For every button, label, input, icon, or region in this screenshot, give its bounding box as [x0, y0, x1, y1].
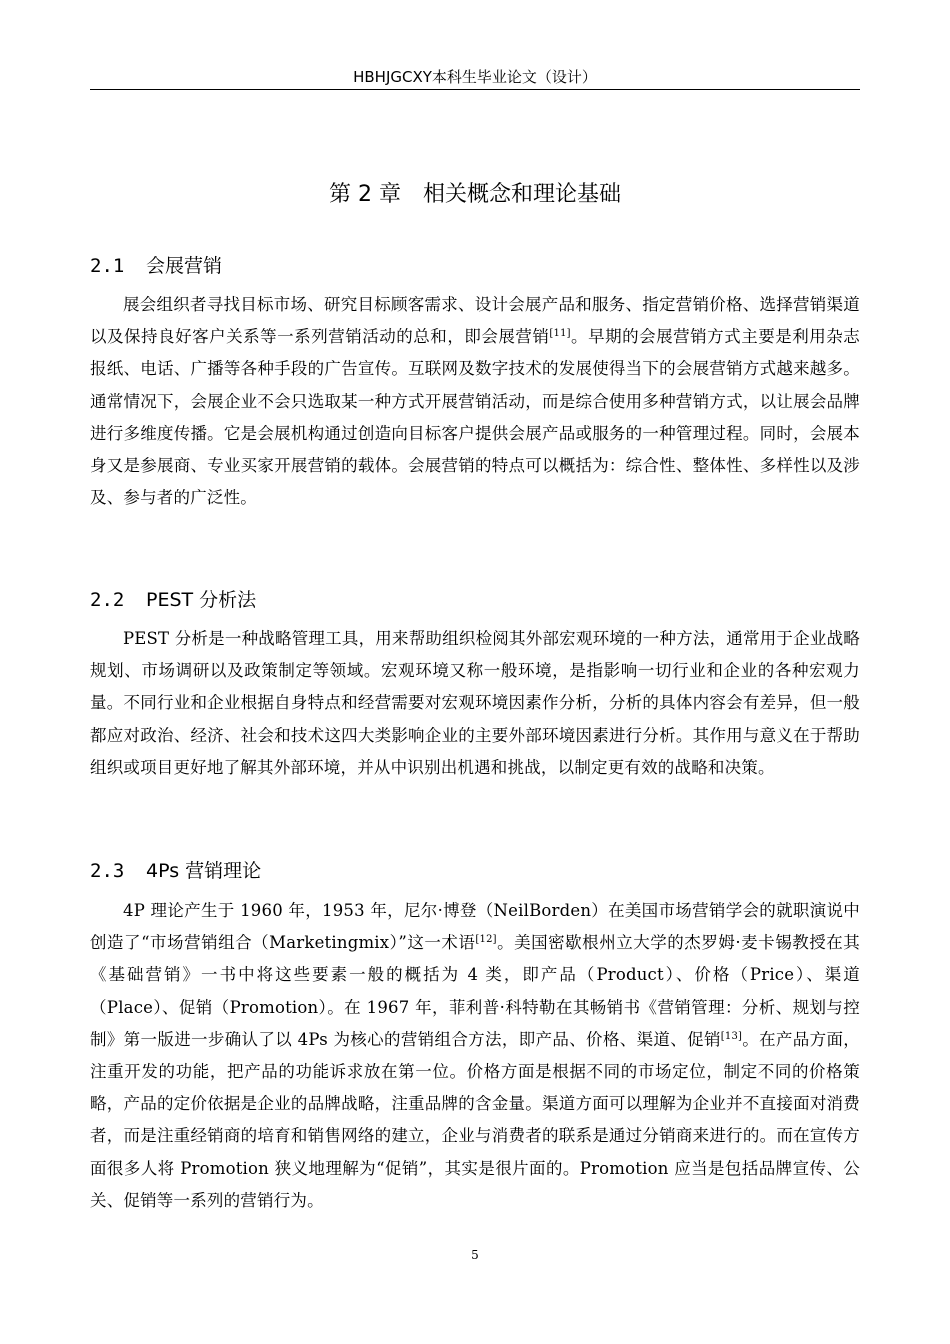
section-number: 2.2 — [90, 589, 125, 611]
paragraph-text: 。早期的会展营销方式主要是利用杂志报纸、电话、广播等各种手段的广告宣传。互联网及数字技术的发展使得当下的会展营销方式越来越多。通常情况下，会展企业不会只选取某一种方式开展营销活动，而是综合使用多种营销方式，以让展会品牌进行多维度传播。它是会展机构通过创造向目标客户提供会展产品或服务的一种管理过程。同时，会展本身又是参展商、专业买家开展营销的载体。会展营销的特点可以概括为：综合性、整体性、多样性以及涉及、参与者的广泛性。 — [90, 327, 860, 508]
paragraph-text: 展会组织者寻找目标市场、研究目标顾客需求、设计会展产品和服务、指定营销价格、选择营销渠道以及保持良好客户关系等一系列营销活动的总和，即会展营销 — [90, 295, 860, 347]
page-header: HBHJGCXY本科生毕业论文（设计） — [353, 68, 597, 86]
paragraph-text: 。在产品方面，注重开发的功能，把产品的功能诉求放在第一位。价格方面是根据不同的市场定位，制定不同的价格策略，产品的定价依据是企业的品牌战略，注重品牌的含金量。渠道方面可以理解为企业并不直接面对消费者，而是注重经销商的培育和销售网络的建立，企业与消费者的联系是通过分销商来进行的。而在宣传方面很多人将 Promotion 狭义地理解为“促销”，其实是很片面的。Promotion 应当是包括品牌宣传、公关、促销等一系列的营销行为。 — [90, 1029, 860, 1210]
chapter-title: 第 2 章 相关概念和理论基础 — [329, 182, 621, 207]
section-heading-2-1 — [90, 253, 860, 279]
page-number: 5 — [471, 1248, 479, 1262]
paragraph-text: PEST 分析是一种战略管理工具，用来帮助组织检阅其外部宏观环境的一种方法，通常用于企业战略规划、市场调研以及政策制定等领域。宏观环境又称一般环境，是指影响一切行业和企业的各种宏观力量。不同行业和企业根据自身特点和经营需要对宏观环境因素作分析，分析的具体内容会有差异，但一般都应对政治、经济、社会和技术这四大类影响企业的主要外部环境因素进行分析。其作用与意义在于帮助组织或项目更好地了解其外部环境，并从中识别出机遇和挑战，以制定更有效的战略和决策。 — [90, 629, 860, 777]
section-title: 4Ps 营销理论 — [146, 860, 262, 882]
header-rule — [90, 89, 860, 90]
section-2-1-paragraph — [90, 289, 860, 514]
section-number: 2.1 — [90, 255, 125, 277]
section-heading-2-3 — [90, 858, 860, 884]
section-number: 2.3 — [90, 860, 125, 882]
paragraph-text: 4P 理论产生于 1960 年，1953 年，尼尔·博登（NeilBorden）在美国市场营销学会的就职演说中创造了“市场营销组合（Marketingmix）”这一术语 — [90, 901, 860, 953]
paragraph-text: 。美国密歇根州立大学的杰罗姆·麦卡锡教授在其《基础营销》一书中将这些要素一般的概括为 4 类，即产品（Product）、价格（Price）、渠道（Place）、促销（Promotion）。在 1967 年，菲利普·科特勒在其畅销书《营销管理：分析、规划与控制》第一版进一步确认了以 4Ps 为核心的营销组合方法，即产品、价格、渠道、促销 — [90, 933, 860, 1049]
section-2-2-paragraph — [90, 623, 860, 784]
section-heading-2-2 — [90, 587, 860, 613]
section-title: 会展营销 — [146, 255, 223, 277]
section-2-3-paragraph — [90, 895, 860, 1217]
section-title: PEST 分析法 — [146, 589, 257, 611]
citation-ref: [13] — [720, 1030, 743, 1042]
citation-ref: [11] — [549, 328, 571, 340]
citation-ref: [12] — [475, 934, 497, 946]
